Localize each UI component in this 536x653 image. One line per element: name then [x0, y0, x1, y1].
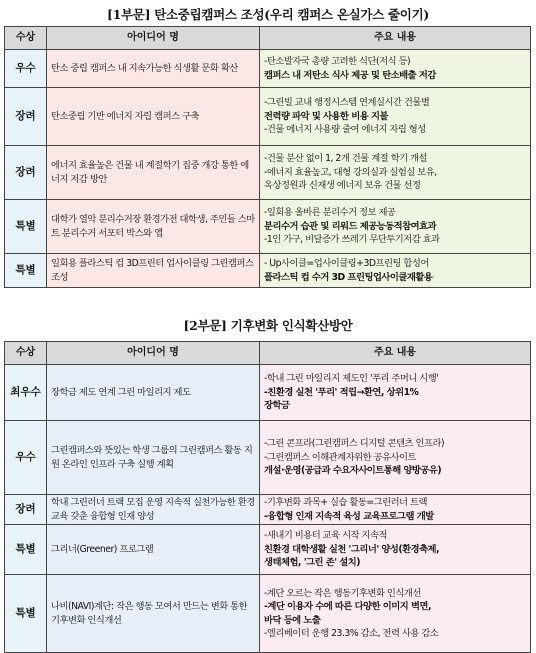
content-cell: [260, 525, 531, 575]
header-idea: 아이디어 명: [47, 342, 260, 365]
award-cell: 우수: [5, 50, 47, 88]
table-row: [5, 365, 531, 421]
content-cell: [260, 200, 531, 254]
idea-cell: [47, 575, 260, 653]
table-row: [5, 495, 531, 525]
award-cell: 장려: [5, 495, 47, 525]
table-row: [5, 254, 531, 288]
content-cell: [260, 254, 531, 288]
content-line: 전력량 파악 및 사용한 비용 지불: [264, 110, 388, 122]
content-cell: [260, 421, 531, 495]
idea-name: 탄소중립 기반 에너지 자립 캠퍼스 구축: [51, 110, 199, 122]
table-row: [5, 525, 531, 575]
content-cell: [260, 575, 531, 653]
idea-cell: [47, 365, 260, 421]
idea-name: 에너지 효율높은 건물 내 계절학기 집중 개강 통한 에너지 저감 방안: [51, 160, 249, 185]
award-cell: 특별: [5, 525, 47, 575]
content-line: 친환경 대학생활 실천 '그리너' 양성(환경축제,: [264, 543, 440, 555]
section1-rows: [5, 50, 531, 288]
content-line: -계단 오르는 작은 행동기후변화 인식개선: [264, 587, 421, 599]
content-line: -친환경 실천 '푸리' 적립→환연, 상위1%: [264, 386, 419, 398]
idea-name: 나비(NAVI)계단: 작은 행동 모여서 만드는 변화 통한 기후변화 인식개선: [51, 601, 248, 626]
content-line: 분리수거 습관 및 리워드 제공능동적참여효과: [264, 220, 437, 232]
idea-cell: [47, 200, 260, 254]
idea-name: 장학금 제도 연계 그린 마일리지 제도: [51, 386, 191, 398]
content-line: 바닥 등에 노출: [264, 614, 321, 626]
section2-rows: [5, 365, 531, 653]
award-cell: 장려: [5, 146, 47, 200]
idea-cell: [47, 495, 260, 525]
content-line: 생태체험, '그린 존' 설치): [264, 557, 361, 569]
content-line: -건물 에너지 사용량 줄여 에너지 자립 형성: [264, 124, 426, 136]
award-cell: 장려: [5, 88, 47, 146]
table-row: [5, 146, 531, 200]
section2-table: [4, 341, 531, 653]
idea-cell: [47, 88, 260, 146]
idea-cell: [47, 525, 260, 575]
content-cell: [260, 495, 531, 525]
content-line: - Up사이클=업사이클링+3D프린팅 합성어: [264, 258, 429, 270]
award-cell: 특별: [5, 200, 47, 254]
content-line: 개설·운영(공급과 수요자사이트통해 양방공유): [264, 465, 442, 477]
content-line: -1인 가구, 비달증가 쓰레기 무단투기저감 효과: [264, 234, 440, 246]
table-row: [5, 200, 531, 254]
content-line: 플라스틱 컵 수거 3D 프린팅업사이클재활용: [264, 271, 433, 283]
award-cell: 최우수: [5, 365, 47, 421]
idea-cell: [47, 254, 260, 288]
table-row: [5, 50, 531, 88]
content-line: -새내기 비용터 교육 시작 지속적: [264, 530, 387, 542]
content-line: -계단 이용자 수에 따른 다양한 이미지 벽면,: [264, 601, 431, 613]
section2-title: [2부문] 기후변화 인식확산방안: [183, 318, 353, 333]
award-cell: 우수: [5, 421, 47, 495]
table-row: [5, 575, 531, 653]
content-line: -융합형 인재 지속적 육성 교육프로그램 개발: [264, 510, 434, 522]
content-line: 옥상정원과 신재생 에너지 보유 건물 선정: [264, 180, 421, 192]
header-content: 주요 내용: [260, 342, 531, 365]
content-line: -일회용 올바른 분리수거 정보 제공: [264, 207, 396, 219]
section1-title: [1부문] 탄소중립캠퍼스 조성(우리 캠퍼스 온실가스 줄이기): [107, 7, 429, 22]
content-line: -학내 그린 마일리지 제도인 '푸리 주머니 시행': [264, 373, 439, 385]
idea-name: 그리너(Greener) 프로그램: [51, 543, 154, 555]
idea-name: 일회용 플라스틱 컵 3D프린터 업사이클링 그린캠퍼스 조성: [51, 258, 254, 283]
content-cell: [260, 365, 531, 421]
table-row: [5, 88, 531, 146]
idea-cell: [47, 421, 260, 495]
header-award: 수상: [5, 342, 47, 365]
table-row: [5, 421, 531, 495]
header-award: 수상: [5, 27, 47, 50]
content-line: -그린빌 교내 행정시스템 연계실시간 건물별: [264, 97, 430, 109]
content-cell: [260, 146, 531, 200]
idea-name: 탄소 중립 캠퍼스 내 지속가능한 식생활 문화 확산: [51, 62, 238, 74]
content-line: 장학금: [264, 400, 290, 412]
content-line: -건물 분산 없이 1, 2개 건물 계절 학기 개설: [264, 153, 427, 165]
idea-cell: [47, 146, 260, 200]
award-cell: 특별: [5, 254, 47, 288]
content-line: -그린 콘프라(그린캠퍼스 디지털 콘텐츠 인프라): [264, 438, 445, 450]
content-line: 캠퍼스 내 저탄소 식사 제공 및 탄소배출 저감: [264, 69, 436, 81]
award-cell: 특별: [5, 575, 47, 653]
content-cell: [260, 50, 531, 88]
content-line: -그린캠퍼스 이해관계자위한 공유사이트: [264, 451, 416, 463]
idea-name: 대학가 열악 분리수거장 환경가전 대학생, 주민들 스마트 분리수거 서포터 박스와 앱: [51, 214, 255, 239]
header-idea: 아이디어 명: [47, 27, 260, 50]
idea-name: 학내 그린러너 트랙 모집 운영 지속적 실천가능한 환경교육 갖춘 융합형 인재 양성: [51, 497, 255, 522]
section1-table: [4, 26, 531, 288]
content-line: -에너지 효율높고, 대형 강의실과 실험실 보유,: [264, 166, 437, 178]
idea-name: 그린캠퍼스와 뜻있는 학생 그룹의 그린캠퍼스 활동 지원 온라인 인프라 구축 실행 계획: [51, 445, 253, 470]
header-content: 주요 내용: [260, 27, 531, 50]
content-line: -기후변화 과목+ 실습 활동=그린러너 트랙: [264, 497, 427, 509]
content-line: -엘리베이터 운행 23.3% 감소, 전력 사용 감소: [264, 627, 439, 639]
content-cell: [260, 88, 531, 146]
content-line: -탄소발자국 총량 고려한 식단(저식 등): [264, 56, 411, 68]
idea-cell: [47, 50, 260, 88]
